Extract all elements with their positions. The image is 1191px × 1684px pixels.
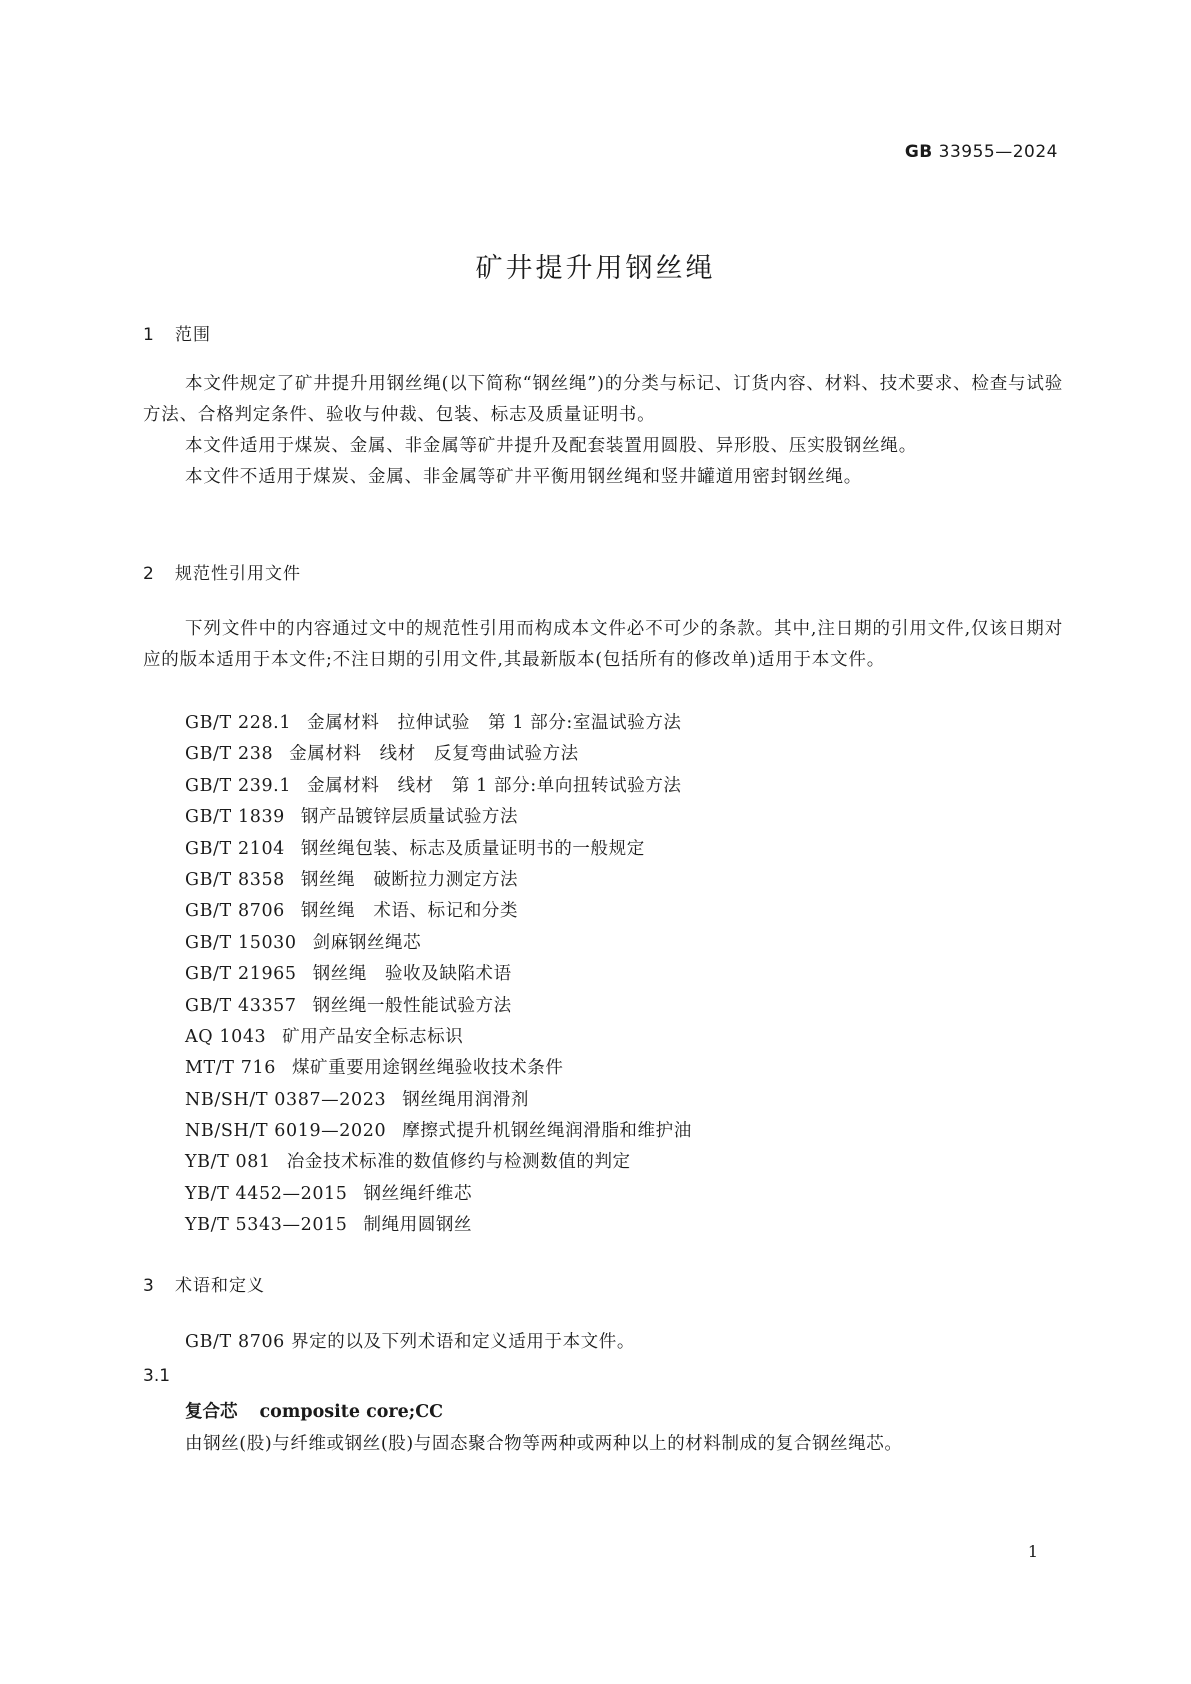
list-item (185, 771, 692, 802)
section-title: 范围 (175, 325, 211, 345)
list-item (185, 1179, 692, 1210)
reference-code: NB/SH/T 6019—2020 (185, 1121, 387, 1142)
reference-title: 摩擦式提升机钢丝绳润滑脂和维护油 (402, 1121, 692, 1142)
reference-title: 钢丝绳 验收及缺陷术语 (312, 964, 512, 985)
reference-title: 钢丝绳用润滑剂 (402, 1089, 529, 1110)
reference-code: GB/T 2104 (185, 838, 285, 859)
list-item (185, 708, 692, 739)
reference-code: GB/T 239.1 (185, 775, 292, 796)
term-definition: 由钢丝(股)与纤维或钢丝(股)与固态聚合物等两种或两种以上的材料制成的复合钢丝绳芯。 (185, 1434, 903, 1454)
reference-title: 制绳用圆钢丝 (363, 1215, 473, 1236)
paragraph: 下列文件中的内容通过文中的规范性引用而构成本文件必不可少的条款。其中,注日期的引用文件,仅该日期对应的版本适用于本文件;不注日期的引用文件,其最新版本(包括所有的修改单)适用于本文件。 (143, 619, 1063, 670)
reference-title: 钢丝绳 术语、标记和分类 (300, 901, 519, 922)
reference-title: 钢丝绳包装、标志及质量证明书的一般规定 (300, 838, 645, 859)
list-item (185, 1210, 692, 1241)
reference-code: AQ 1043 (185, 1026, 267, 1047)
paragraph: 本文件规定了矿井提升用钢丝绳(以下简称“钢丝绳”)的分类与标记、订货内容、材料、技术要求、检查与试验方法、合格判定条件、验收与仲裁、包装、标志及质量证明书。 (143, 374, 1063, 425)
list-item (185, 834, 692, 865)
reference-code: GB/T 228.1 (185, 713, 292, 733)
standard-number: 33955—2024 (938, 142, 1058, 162)
list-item (185, 1116, 692, 1147)
list-item (185, 1022, 692, 1053)
section-number: 3 (143, 1276, 155, 1296)
document-title: 矿井提升用钢丝绳 (475, 253, 716, 284)
reference-code: YB/T 4452—2015 (185, 1183, 348, 1204)
reference-title: 矿用产品安全标志标识 (282, 1026, 464, 1047)
list-item (185, 896, 692, 927)
reference-code: YB/T 5343—2015 (185, 1215, 348, 1236)
reference-code: YB/T 081 (185, 1152, 271, 1173)
reference-code: GB/T 8358 (185, 869, 285, 890)
section-title: 术语和定义 (175, 1276, 265, 1296)
section-title: 规范性引用文件 (175, 564, 301, 584)
reference-title: 冶金技术标准的数值修约与检测数值的判定 (286, 1152, 631, 1173)
reference-title: 金属材料 线材 第 1 部分:单向扭转试验方法 (307, 775, 682, 796)
clause-number: 3.1 (143, 1366, 171, 1386)
list-item (185, 1147, 692, 1178)
list-item (185, 739, 692, 770)
reference-code: GB/T 238 (185, 744, 274, 765)
term-entry (185, 1398, 443, 1423)
paragraph: 本文件适用于煤炭、金属、非金属等矿井提升及配套装置用圆股、异形股、压实股钢丝绳。 (185, 436, 917, 456)
reference-title: 钢丝绳 破断拉力测定方法 (300, 869, 519, 890)
list-item (185, 865, 692, 896)
reference-code: GB/T 1839 (185, 807, 285, 828)
reference-title: 煤矿重要用途钢丝绳验收技术条件 (291, 1058, 564, 1079)
page-number: 1 (1027, 1542, 1038, 1561)
reference-title: 金属材料 拉伸试验 第 1 部分:室温试验方法 (307, 713, 682, 733)
list-item (185, 1085, 692, 1116)
reference-code: NB/SH/T 0387—2023 (185, 1089, 387, 1110)
reference-code: GB/T 8706 (185, 901, 285, 922)
paragraph: 本文件不适用于煤炭、金属、非金属等矿井平衡用钢丝绳和竖井罐道用密封钢丝绳。 (185, 467, 863, 487)
standard-prefix: GB (904, 142, 933, 162)
reference-title: 钢丝绳纤维芯 (363, 1183, 473, 1204)
section-number: 1 (143, 325, 155, 345)
list-item (185, 802, 692, 833)
term-english: composite core;CC (259, 1402, 444, 1422)
reference-title: 金属材料 线材 反复弯曲试验方法 (289, 744, 579, 765)
section-2-heading (143, 559, 301, 584)
list-item (185, 991, 692, 1022)
list-item (185, 1053, 692, 1084)
list-item (185, 959, 692, 990)
term-chinese: 复合芯 (185, 1402, 238, 1422)
reference-code: GB/T 43357 (185, 995, 297, 1016)
reference-list (185, 708, 692, 1242)
section-1-heading (143, 320, 211, 345)
reference-code: GB/T 21965 (185, 964, 297, 985)
section-number: 2 (143, 564, 155, 584)
reference-title: 钢产品镀锌层质量试验方法 (300, 807, 519, 828)
reference-code: MT/T 716 (185, 1058, 276, 1079)
section-3-intro: GB/T 8706 界定的以及下列术语和定义适用于本文件。 (185, 1332, 635, 1352)
list-item (185, 928, 692, 959)
reference-title: 剑麻钢丝绳芯 (312, 932, 422, 953)
reference-title: 钢丝绳一般性能试验方法 (312, 995, 512, 1016)
standard-code (905, 142, 1058, 162)
section-3-heading (143, 1271, 265, 1296)
reference-code: GB/T 15030 (185, 932, 297, 953)
